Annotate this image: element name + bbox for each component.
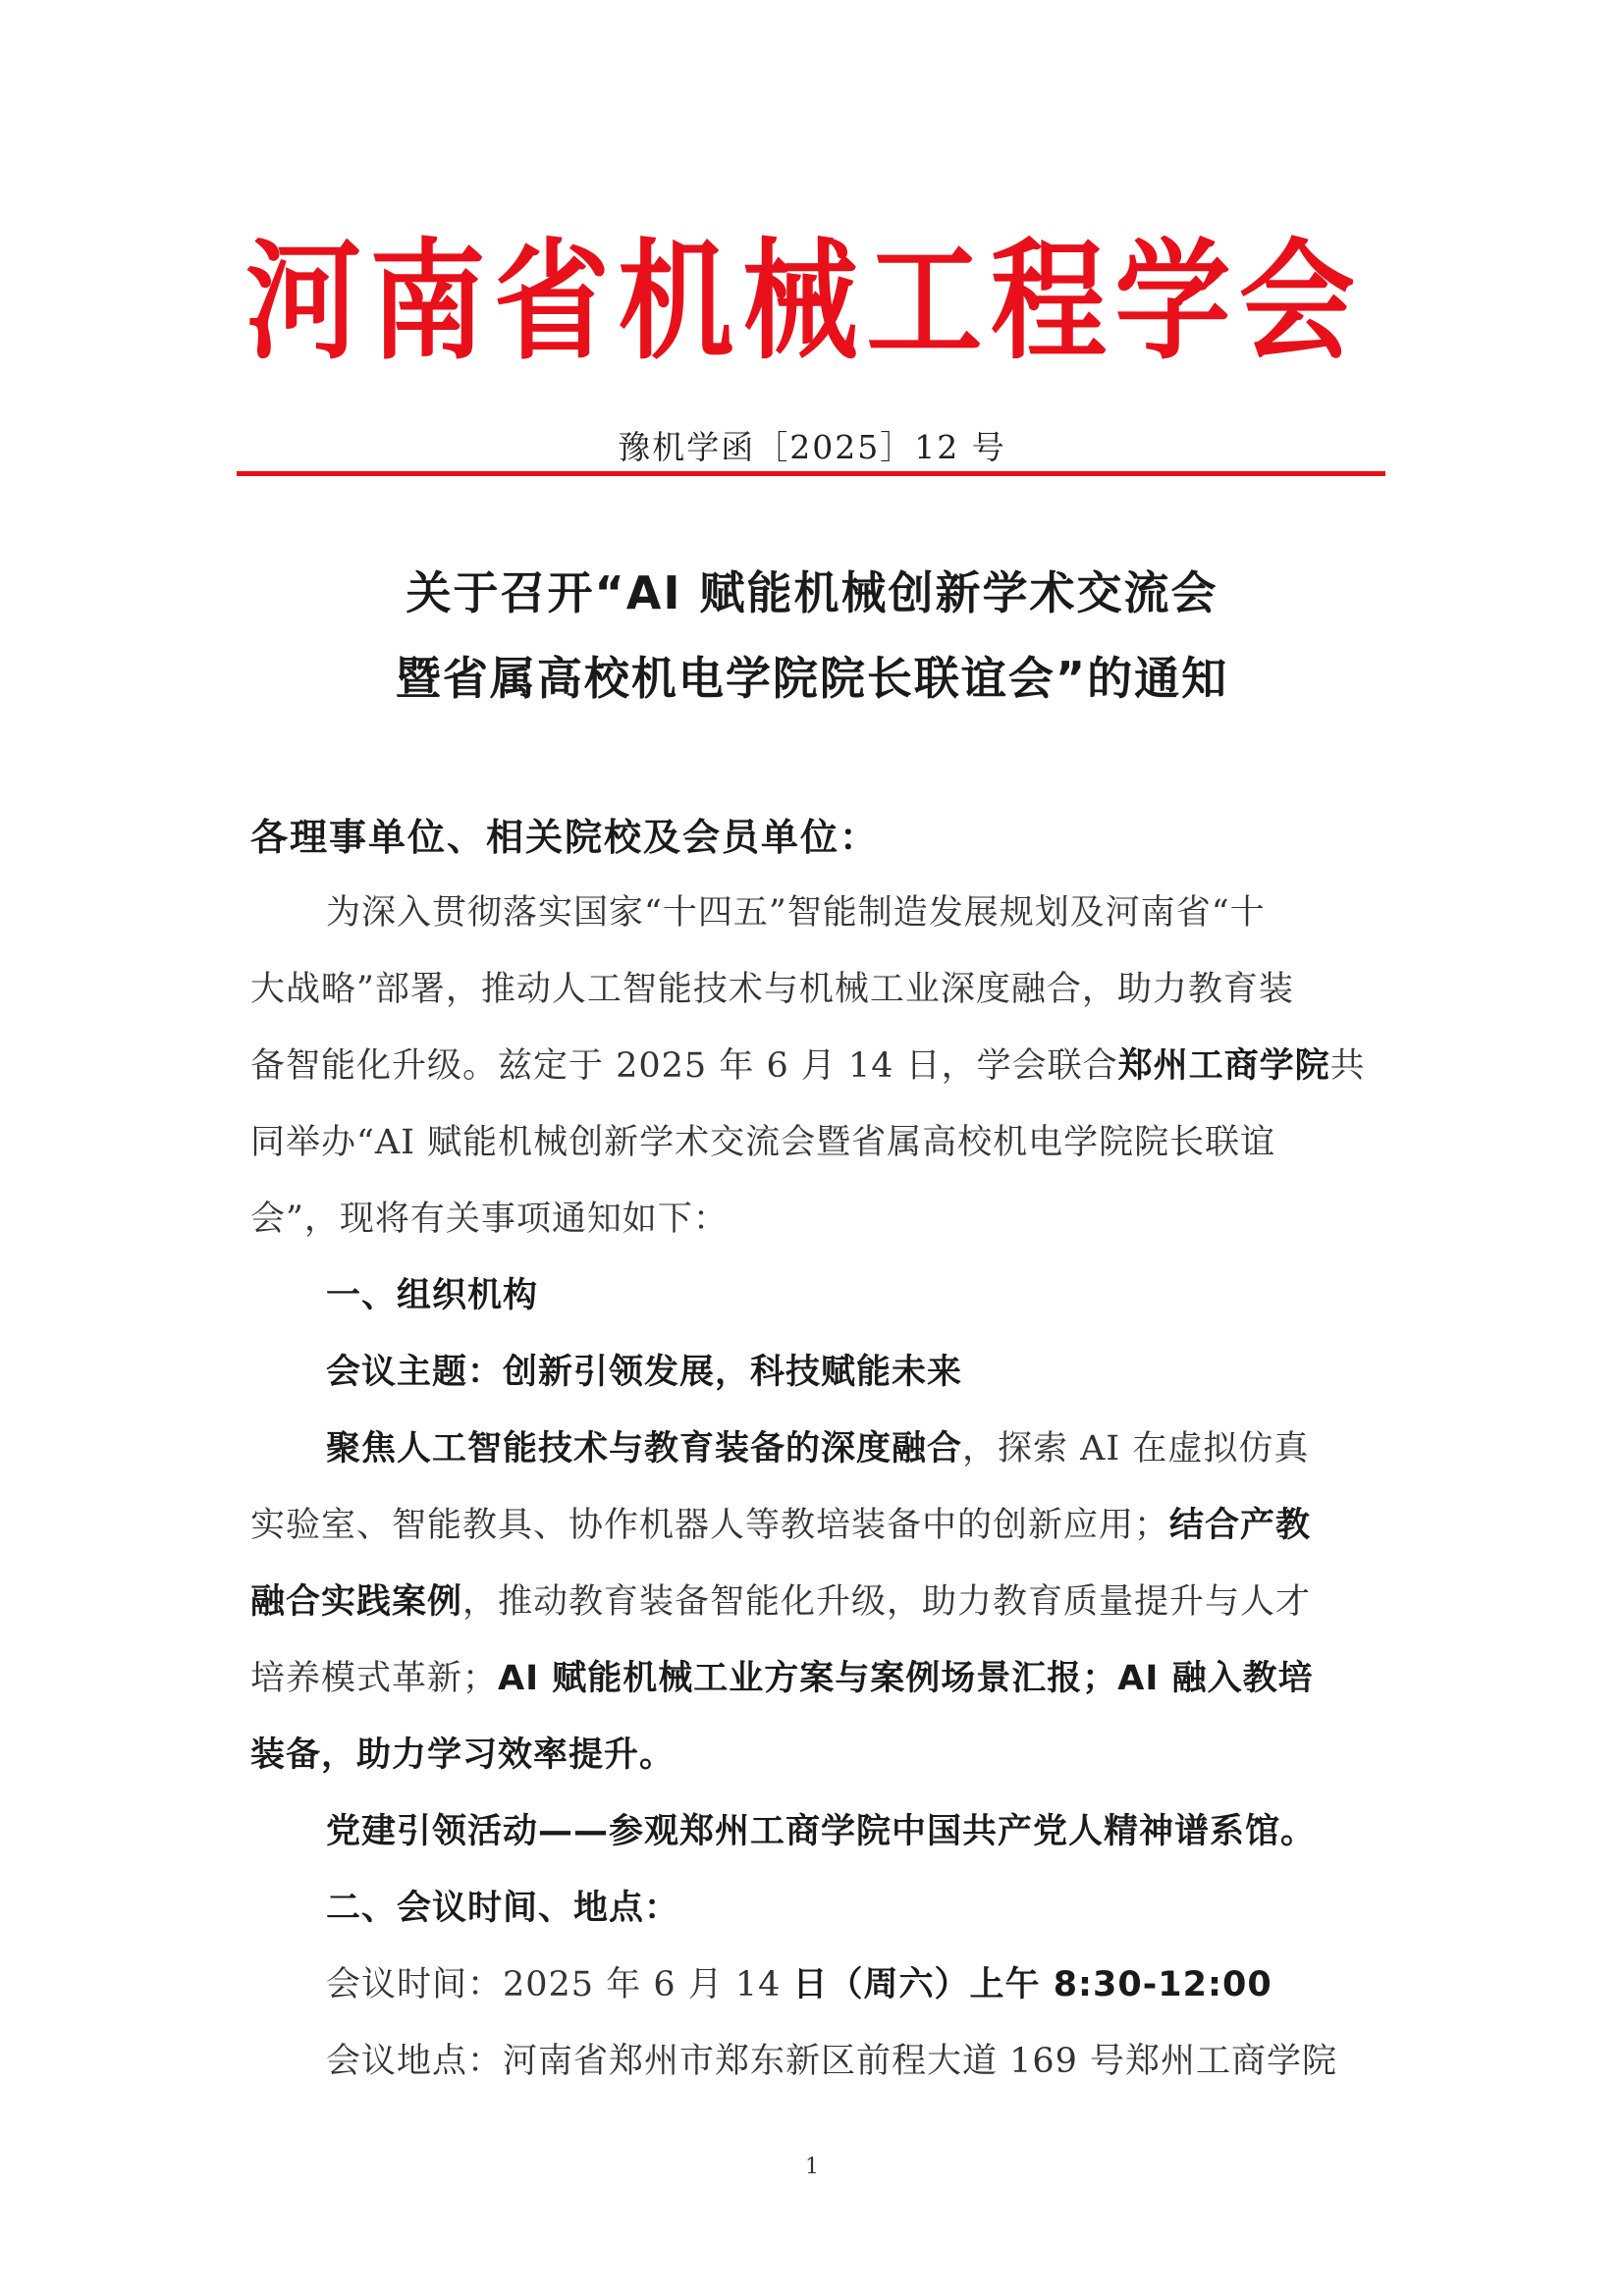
intro-text: 共: [1329, 1046, 1366, 1086]
intro-line-2: 大战略”部署，推动人工智能技术与机械工业深度融合，助力教育装: [250, 970, 1294, 1009]
masthead-char: 械: [741, 224, 858, 378]
masthead-char: 省: [493, 224, 610, 378]
document-number: 豫机学函［2025］12 号: [618, 428, 1006, 466]
focus-line-4: [250, 1651, 1389, 1700]
masthead-char: 会: [1238, 224, 1355, 378]
focus-emphasis: 聚焦人工智能技术与教育装备的深度融合: [326, 1429, 963, 1468]
intro-line-3: [250, 1039, 1389, 1088]
intro-line-4: 同举办“AI 赋能机械创新学术交流会暨省属高校机电学院院长联谊: [250, 1123, 1276, 1162]
masthead-char: 程: [990, 224, 1107, 378]
document-title-line-2: 暨省属高校机电学院院长联谊会”的通知: [395, 652, 1229, 705]
section-heading-1: 一、组织机构: [326, 1276, 539, 1315]
masthead-char: 工: [866, 224, 983, 378]
focus-emphasis: 结合产教: [1169, 1506, 1312, 1545]
focus-emphasis: AI 赋能机械工业方案与案例场景汇报；AI 融入教培: [498, 1659, 1314, 1698]
time-label: 会议时间：2025 年 6 月 14: [326, 1965, 793, 2004]
time-value: 日（周六）上午 8:30-12:00: [792, 1965, 1272, 2004]
masthead: [245, 218, 1355, 385]
intro-text: 备智能化升级。兹定于 2025 年 6 月 14 日，学会联合: [250, 1046, 1118, 1086]
focus-text: ，探索 AI 在虚拟仿真: [962, 1429, 1310, 1468]
focus-line-1: [326, 1421, 1391, 1470]
focus-text: 培养模式革新；: [250, 1659, 499, 1698]
focus-text: 实验室、智能教具、协作机器人等教培装备中的创新应用；: [250, 1506, 1170, 1545]
red-divider: [237, 471, 1385, 476]
masthead-char: 南: [369, 224, 486, 378]
page-number: 1: [805, 2155, 819, 2179]
meeting-theme: 会议主题：创新引领发展，科技赋能未来: [326, 1353, 963, 1392]
section-heading-2: 二、会议时间、地点：: [326, 1889, 680, 1928]
masthead-char: 学: [1114, 224, 1231, 378]
meeting-time: [326, 1957, 1391, 2006]
focus-line-5: 装备，助力学习效率提升。: [250, 1735, 676, 1775]
meeting-place: 会议地点：河南省郑州市郑东新区前程大道 169 号郑州工商学院: [326, 2042, 1338, 2081]
focus-emphasis: 融合实践案例: [250, 1582, 463, 1622]
document-title-line-1: 关于召开“AI 赋能机械创新学术交流会: [406, 566, 1218, 619]
masthead-char: 河: [245, 224, 362, 378]
host-institution: 郑州工商学院: [1117, 1046, 1330, 1086]
salutation: 各理事单位、相关院校及会员单位：: [250, 816, 880, 859]
intro-line-1: 为深入贯彻落实国家“十四五”智能制造发展规划及河南省“十: [326, 893, 1266, 933]
focus-text: ，推动教育装备智能化升级，助力教育质量提升与人才: [462, 1582, 1312, 1622]
party-activity: 党建引领活动——参观郑州工商学院中国共产党人精神谱系馆。: [326, 1812, 1317, 1851]
intro-line-5: 会”，现将有关事项通知如下：: [250, 1200, 729, 1239]
focus-line-2: [250, 1498, 1389, 1547]
masthead-char: 机: [618, 224, 734, 378]
focus-line-3: [250, 1575, 1389, 1624]
